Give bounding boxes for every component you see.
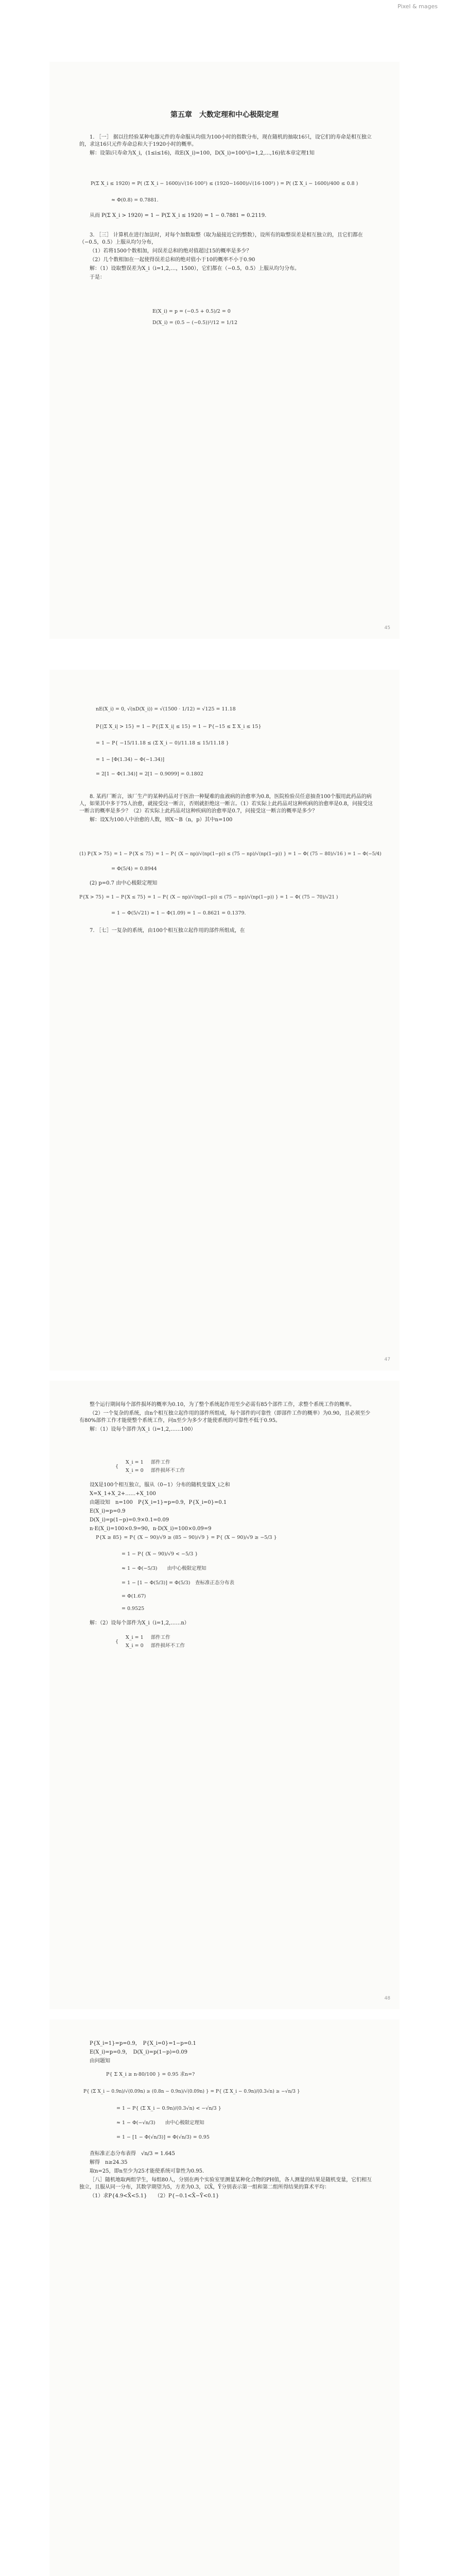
problem-3-solution: 解：（1）设取整误差为X_i（i=1,2,…，1500），它们都在（−0.5，0.5）上服从均匀分布。 (90, 266, 300, 272)
formula-8-4: = 1 − Φ(5/√21) ≈ 1 − Φ(1.09) = 1 − 0.8621 = 0.1379. (111, 910, 246, 916)
problem-8-part-2 (79, 880, 373, 889)
setup-line-3: 由题设知 n=100 P{X_i=1}=p=0.9，P{X_i=0}=0.1 (90, 1500, 227, 1505)
formula-3-3: nE(X_i) = 0, √(nD(X_i)) = √(1500 · 1/12) = √125 = 11.18 (96, 706, 236, 712)
formula-7-6: = 0.9525 (122, 1606, 145, 1612)
brace-symbol-2: { (115, 1639, 119, 1645)
setup-line-5: D(X_i)=p(1−p)=0.9×0.1=0.09 (90, 1517, 169, 1523)
formula-8-1: (1) P{X > 75} = 1 − P{X ≤ 75} = 1 − P{ (X − np)/√(np(1−p)) ≤ (75 − np)/√(np(1−p)) } = 1 − Φ( (75 − 80)/√16 ) = 1 − Φ(−5/4) (79, 852, 382, 857)
problem-7-statement-start: 7. ［七］一复杂的系统，由100个相互独立起作用的部件所组成，在 (90, 928, 245, 934)
result-line-2: 解得 n≥24.35 (90, 2160, 128, 2165)
indicator-value-0b: X_i = 0 (126, 1643, 144, 1649)
setup-line-4: E(X_i)=p=0.9 (90, 1509, 126, 1514)
formula-3-4: P{|Σ X_i| > 15} = 1 − P{|Σ X_i| ≤ 15} = 1 − P{−15 ≤ Σ X_i ≤ 15} (96, 724, 262, 730)
document-page-3 (49, 1381, 400, 2009)
indicator-meaning-0: 部件损坏不工作 (150, 1468, 185, 1473)
formula-8-2: = Φ(5/4) = 0.8944 (111, 866, 157, 872)
problem-7b-setup (79, 2040, 373, 2066)
formula-7b-3: = 1 − P{ (Σ X_i − 0.9n)/(0.3√n) < −√n/3 } (116, 2106, 221, 2111)
problem-8b-statement: ［八］随机地取两组学生，每组80人，分别在两个实验室里测量某种化合物的PH值，各人测量的结果是随机变量，它们相互独立，且服从同一分布，其数学期望为5，方差为0.3，以X̄，Ȳ分别表示第一组和第二组所得结果的算术平均： (79, 2177, 372, 2190)
problem-3-statement: 3. ［三］ 计算机在进行加法时，对每个加数取整（取为最接近它的整数），设所有的取整误差是相互独立的，且它们都在（−0.5，0.5）上服从均匀分布， (79, 232, 363, 245)
indicator-value-0: X_i = 0 (126, 1468, 144, 1473)
problem-7-part-2-solution (79, 1620, 373, 1629)
formula-3-1: E(X_i) = p = (−0.5 + 0.5)/2 = 0 (152, 309, 231, 314)
formula-7-1: P{X ≥ 85} = P{ (X − 90)/√9 ≥ (85 − 90)/√9 } = P{ (X − 90)/√9 ≥ −5/3 } (96, 1535, 277, 1540)
indicator-value-1: X_i = 1 (126, 1460, 144, 1465)
brace-symbol: { (115, 1464, 119, 1469)
problem-1-result: 从而 P(Σ X_i > 1920) = 1 − P(Σ X_i ≤ 1920) = 1 − 0.7881 = 0.2119. (90, 213, 267, 218)
indicator-meaning-1b: 部件工作 (150, 1635, 170, 1640)
problem-8-solution-intro: 解：设X为100人中治愈的人数，则X～B（n，p）其中n=100 (90, 817, 233, 823)
indicator-meaning-0b: 部件损坏不工作 (150, 1643, 185, 1649)
page-number-2: 47 (384, 1357, 390, 1362)
chapter-title: 第五章 大数定理和中心极限定理 (170, 111, 279, 119)
result-line-3: 取n=25，即n至少为25才能使系统可靠性为0.95. (90, 2168, 204, 2174)
problem-3-therefore: 于是： (90, 275, 105, 280)
problem-7-solution-intro: 解：（1）设每个部件为X_i（i=1,2,……100） (90, 1427, 196, 1432)
setup-line-1: 设X是100个相互独立，服从（0−1）分布的随机变量X_i之和 (90, 1482, 230, 1488)
problem-3-part-1: （1）若将1500个数相加，问误差总和的绝对值超过15的概率是多少？ (90, 248, 252, 254)
problem-1-statement: 1. ［一］ 据以往经验某种电器元件的寿命服从均值为100小时的指数分布，现在随机的抽取16只，设它们的寿命是相互独立的，求这16只元件寿命总和大于1920小时的概率。 (79, 134, 372, 147)
problem-3-text (79, 232, 373, 283)
formula-7-3: ≈ 1 − Φ(−5/3) 由中心极限定理知 (122, 1566, 206, 1571)
problem-7-text (79, 927, 373, 936)
header-note: Pixel & mages (398, 3, 438, 10)
page-number-1: 45 (384, 625, 390, 631)
problem-1-conclusion (79, 212, 373, 221)
formula-7-5: = Φ(1.67) (122, 1594, 146, 1599)
formula-3-7: = 2[1 − Φ(1.34)] = 2[1 − 0.9099] = 0.1802 (96, 771, 203, 777)
prob-line-3: 由问题知 (90, 2058, 110, 2064)
formula-7-4: = 1 − [1 − Φ(5/3)] = Φ(5/3) 查标准正态分布表 (122, 1580, 234, 1586)
indicator-definition-table-2 (111, 1633, 189, 1651)
formula-7b-4: ≈ 1 − Φ(−√n/3) 由中心极限定理知 (116, 2120, 204, 2126)
problem-1-solution-intro: 解：设第i只寿命为X_i，(1≤i≤16)，故E(X_i)=100，D(X_i)=100²(l=1,2,…,16)依本章定理1知 (90, 150, 315, 156)
problem-8-statement: 8. 某药厂断言，该厂生产的某种药品对于医治一种疑难的血液病的治愈率为0.8，医院检验员任意抽查100个服用此药品的病人，如果其中多于75人治愈，就接受这一断言，否则就拒绝这一断言。（1）若实际上此药品对这种疾病的治愈率是0.8，问接受这一断言的概率是多少？（2）若实际上此药品对这种疾病的治愈率是0.7，问接受这一断言的概率是多少？ (79, 794, 373, 814)
problem-8-text (79, 793, 373, 825)
formula-3-5: = 1 − P{ −15/11.18 ≤ (Σ X_i − 0)/11.18 ≤ 15/11.18 } (96, 740, 229, 746)
setup-line-6: n·E(X_i)=100×0.9=90，n·D(X_i)=100×0.09=9 (90, 1526, 212, 1532)
problem-7-statement-end: 整个运行期间每个部件损坏的概率为0.10，为了整个系统起作用至少必需有85个部件工作，求整个系统工作的概率。 (90, 1402, 355, 1408)
setup-line-2: X=X_1+X_2+……+X_100 (90, 1491, 156, 1497)
problem-7-part-2: （2）一个复杂的系统，由n个相互独立起作用的部件所组成，每个部件的可靠性（即部件工作的概率）为0.90，且必须至少有80%部件工作才能使整个系统工作，问n至少为多少才能使系统的可靠性不低于0.95。 (79, 1411, 371, 1423)
formula-7b-1: P{ Σ X_i ≥ n·80/100 } = 0.95 求n=? (106, 2072, 195, 2077)
formula-3-2: D(X_i) = (0.5 − (−0.5))²/12 = 1/12 (152, 320, 238, 326)
indicator-definition-table-1 (111, 1458, 189, 1476)
problem-7-setup (79, 1482, 373, 1534)
problem-3-part-2: （2）几个数相加在一起使得误差总和的绝对值小于10的概率不小于0.90 (90, 257, 255, 263)
indicator-meaning-1: 部件工作 (150, 1460, 170, 1465)
document-page-4 (49, 2020, 400, 2576)
formula-7b-5: = 1 − [1 − Φ(√n/3)] = Φ(√n/3) = 0.95 (116, 2134, 210, 2140)
result-line-1: 查标准正态分布表得 √n/3 = 1.645 (90, 2151, 175, 2157)
problem-8b-parts: （1）求P{4.9<X̄<5.1} （2）P{−0.1<X̄−Ȳ<0.1} (90, 2193, 219, 2199)
formula-7b-2: P{ (Σ X_i − 0.9n)/√(0.09n) ≥ (0.8n − 0.9n)/√(0.09n) } = P{ (Σ X_i − 0.9n)/(0.3√n) ≥ −√n/3 } (83, 2089, 300, 2094)
formula-7-2: = 1 − P{ (X − 90)/√9 < −5/3 } (122, 1551, 198, 1557)
prob-line-1: P{X_i=1}=p=0.9， P{X_i=0}=1−p=0.1 (90, 2041, 196, 2046)
formula-1-1: P(Σ X_i ≤ 1920) = P( (Σ X_i − 1600)/√(16·100²) ≤ (1920−1600)/√(16·100²) ) = P( (Σ X_i − 1600)/400 ≤ 0.8 ) (91, 181, 358, 187)
problem-1-text (79, 134, 373, 159)
problem-7b-result (79, 2150, 373, 2201)
indicator-value-1b: X_i = 1 (126, 1635, 144, 1640)
document-page-1 (49, 62, 400, 639)
page-number-3: 48 (384, 1996, 390, 2001)
problem-8-part-2-text: (2) p=0.7 由中心极限定理知 (90, 880, 158, 886)
part-2-solution-intro: 解：（2）设每个部件为X_i（i=1,2,……n） (90, 1620, 189, 1626)
problem-7-continued (79, 1401, 373, 1435)
formula-3-6: = 1 − [Φ(1.34) − Φ(−1.34)] (96, 757, 165, 762)
formula-1-2: ≈ Φ(0.8) = 0.7881. (111, 197, 159, 203)
formula-8-3: P{X > 75} = 1 − P{X ≤ 75} = 1 − P{ (X − np)/√(np(1−p)) ≤ (75 − np)/√(np(1−p)) } = 1 − Φ( (75 − 70)/√21 ) (79, 895, 338, 900)
prob-line-2: E(X_i)=p=0.9， D(X_i)=p(1−p)=0.09 (90, 2049, 187, 2055)
document-page-2 (49, 670, 400, 1370)
